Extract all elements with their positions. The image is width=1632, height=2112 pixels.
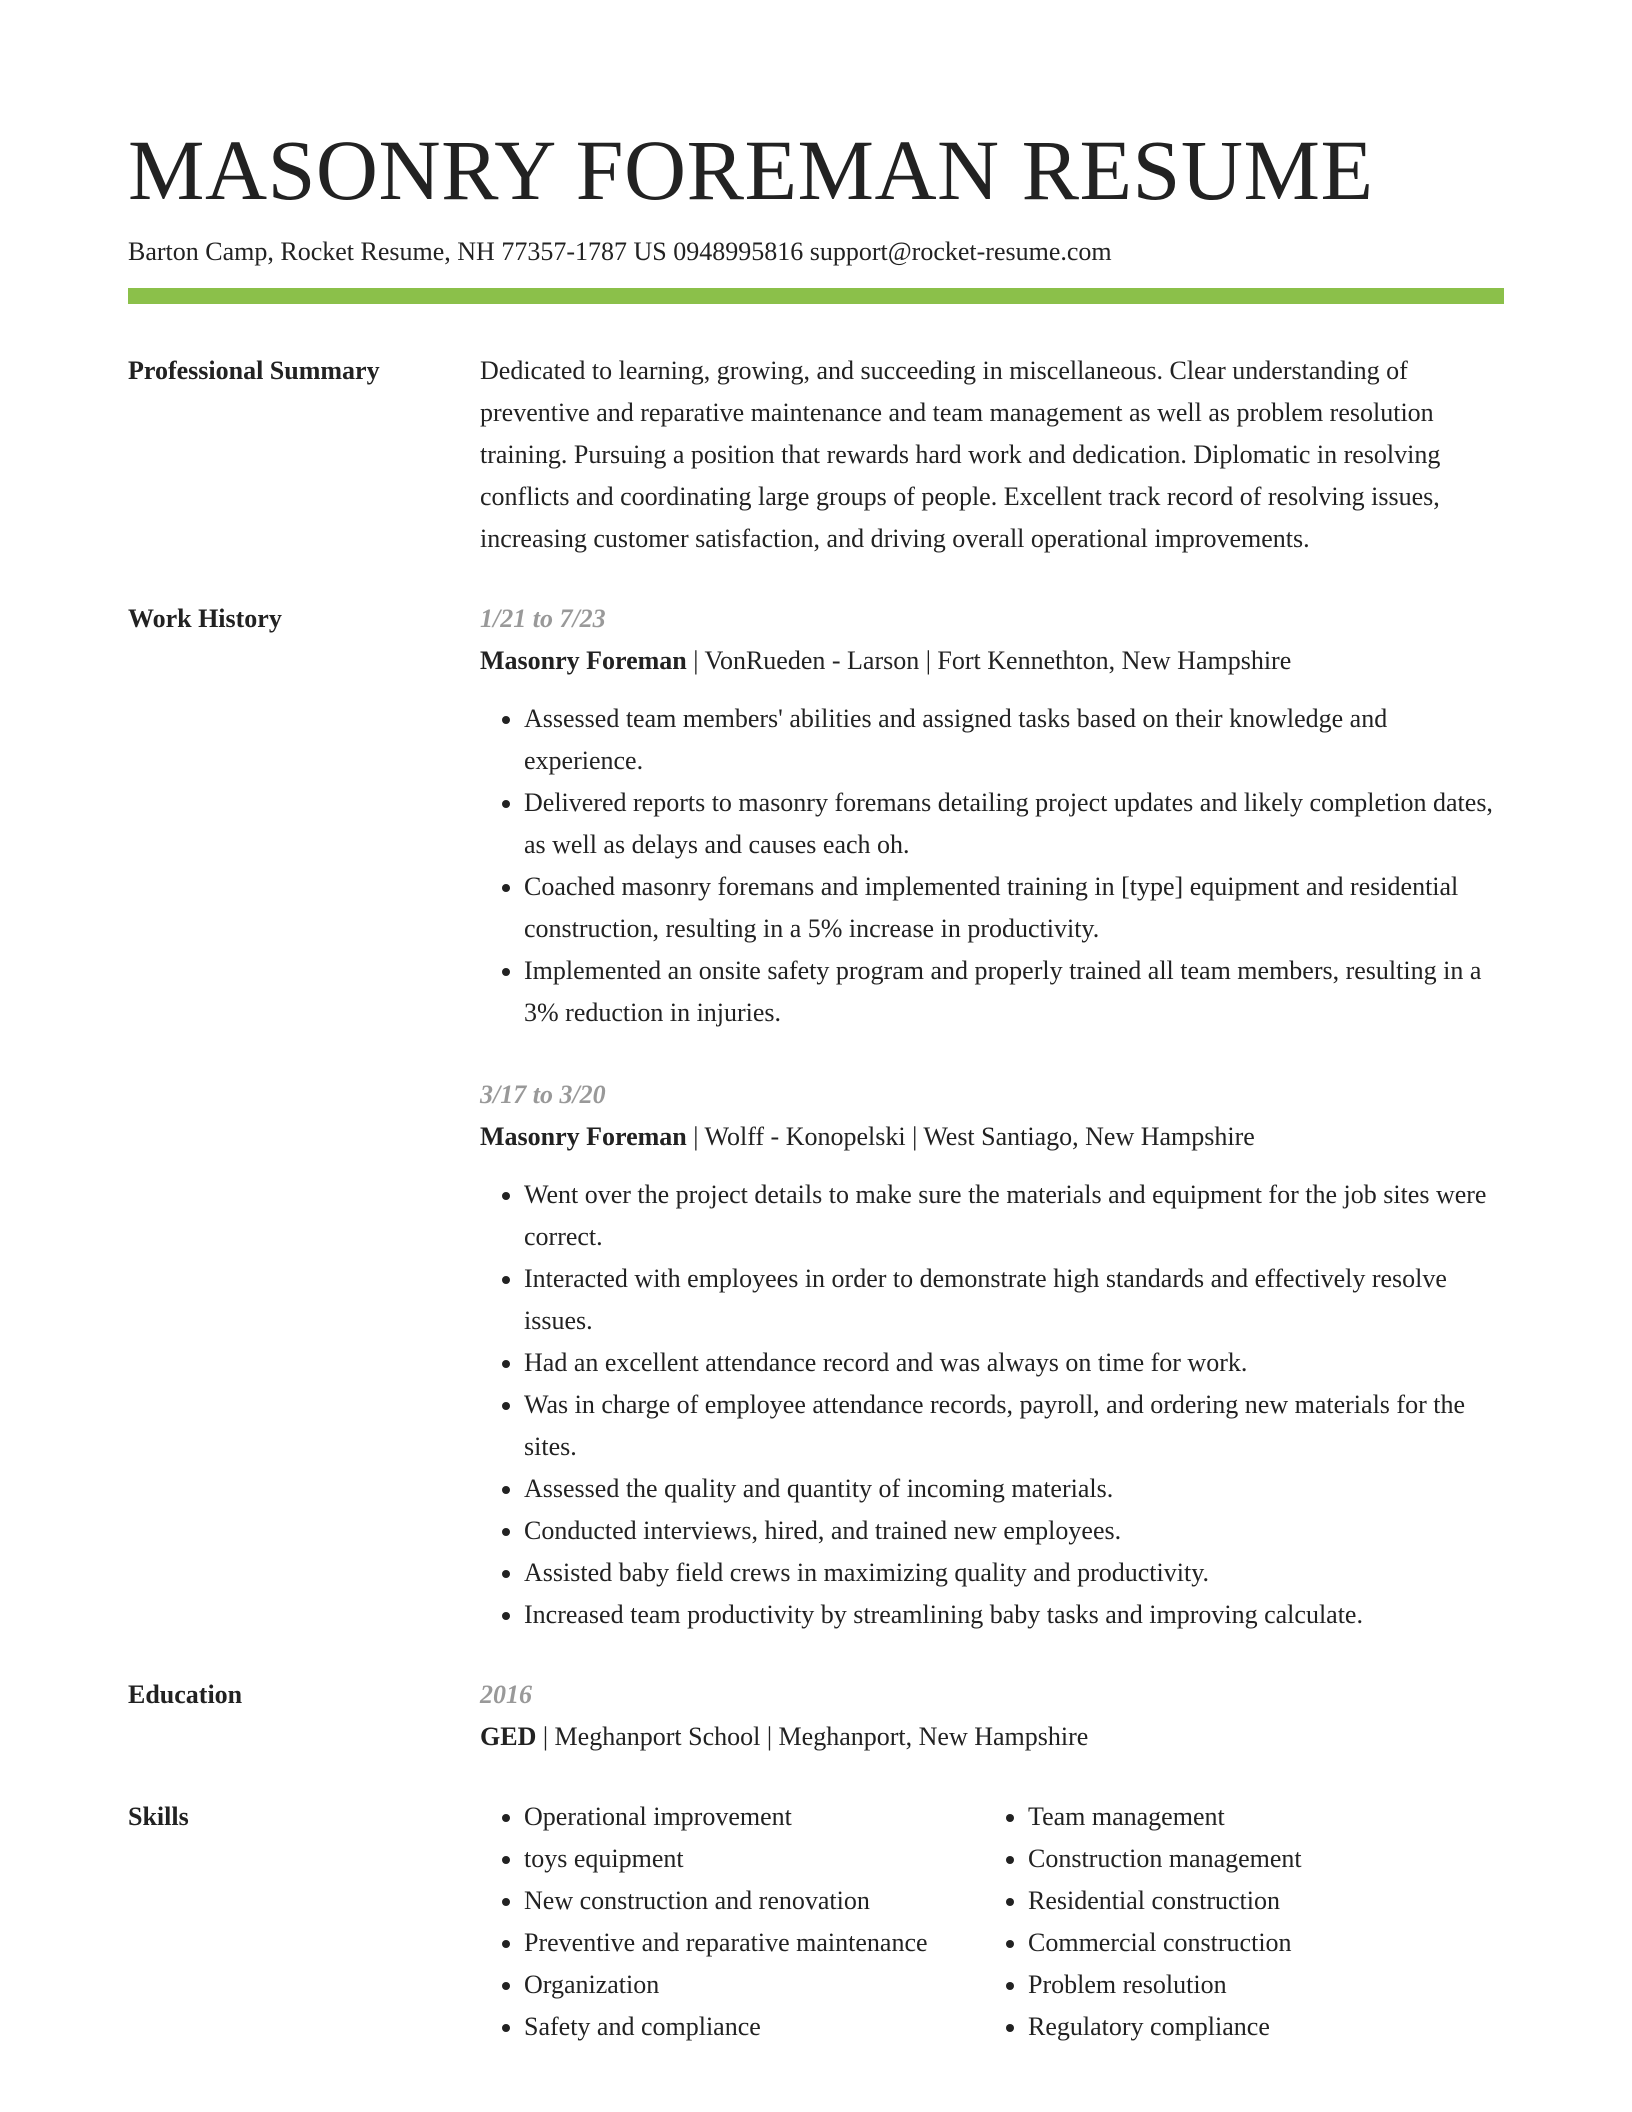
list-item: • Problem resolution (1028, 1964, 1302, 2006)
list-item: • Conducted interviews, hired, and trained new employees. (524, 1510, 1504, 1552)
job-dates: 3/17 to 3/20 (480, 1080, 606, 1109)
list-item: • Interacted with employees in order to demonstrate high standards and effectively resolve issues. (524, 1258, 1504, 1342)
job-title: Masonry Foreman (480, 1122, 687, 1151)
list-item: • Preventive and reparative maintenance (524, 1922, 984, 1964)
summary-section (128, 350, 1504, 560)
education-details: | Meghanport School | Meghanport, New Hampshire (536, 1722, 1089, 1751)
skills-column-2 (984, 1796, 1302, 2048)
work-history-section (128, 598, 1504, 1636)
list-item: • Assessed team members' abilities and assigned tasks based on their knowledge and experience. (524, 698, 1504, 782)
education-heading (480, 1716, 1504, 1758)
list-item: • Safety and compliance (524, 2006, 984, 2048)
list-item: • Commercial construction (1028, 1922, 1302, 1964)
skills-column-1 (480, 1796, 984, 2048)
job-bullets (480, 698, 1504, 1034)
list-item: • Implemented an onsite safety program and properly trained all team members, resulting in a 3% reduction in injuries. (524, 950, 1504, 1034)
list-item: • toys equipment (524, 1838, 984, 1880)
list-item: • Regulatory compliance (1028, 2006, 1302, 2048)
skills-section (128, 1796, 1504, 2048)
job-details: | Wolff - Konopelski | West Santiago, New Hampshire (686, 1122, 1255, 1151)
list-item: • Organization (524, 1964, 984, 2006)
summary-label: Professional Summary (128, 356, 380, 385)
resume-title: MASONRY FOREMAN RESUME (128, 122, 1374, 218)
job-heading (480, 640, 1504, 682)
list-item: • Had an excellent attendance record and was always on time for work. (524, 1342, 1504, 1384)
list-item: • Was in charge of employee attendance records, payroll, and ordering new materials for the sites. (524, 1384, 1504, 1468)
list-item: • Team management (1028, 1796, 1302, 1838)
list-item: • Coached masonry foremans and implemented training in [type] equipment and residential construction, resulting in a 5% increase in productivity. (524, 866, 1504, 950)
work-history-label: Work History (128, 604, 282, 633)
list-item: • Delivered reports to masonry foremans detailing project updates and likely completion dates, as well as delays and causes each oh. (524, 782, 1504, 866)
summary-text: Dedicated to learning, growing, and succeeding in miscellaneous. Clear understanding of preventive and reparative maintenance and team management as well as problem resolution training. Pursuing a position that rewards hard work and dedication. Diplomatic in resolving conflicts and coordinating large groups of people. Excellent track record of resolving issues, increasing customer satisfaction, and driving overall operational improvements. (480, 356, 1441, 553)
education-year: 2016 (480, 1680, 532, 1709)
list-item: • Construction management (1028, 1838, 1302, 1880)
job-entry (480, 1074, 1504, 1636)
list-item: • Went over the project details to make sure the materials and equipment for the job sites were correct. (524, 1174, 1504, 1258)
list-item: • Increased team productivity by streamlining baby tasks and improving calculate. (524, 1594, 1504, 1636)
skills-label: Skills (128, 1802, 189, 1831)
list-item: • Assessed the quality and quantity of incoming materials. (524, 1468, 1504, 1510)
education-section (128, 1674, 1504, 1758)
accent-divider (128, 288, 1504, 304)
job-dates: 1/21 to 7/23 (480, 604, 606, 633)
education-degree: GED (480, 1722, 537, 1751)
education-label: Education (128, 1680, 243, 1709)
list-item: • Assisted baby field crews in maximizing quality and productivity. (524, 1552, 1504, 1594)
job-details: | VonRueden - Larson | Fort Kennethton, New Hampshire (686, 646, 1292, 675)
job-heading (480, 1116, 1504, 1158)
list-item: • New construction and renovation (524, 1880, 984, 1922)
job-entry (480, 598, 1504, 1034)
job-bullets (480, 1174, 1504, 1636)
list-item: • Operational improvement (524, 1796, 984, 1838)
list-item: • Residential construction (1028, 1880, 1302, 1922)
job-title: Masonry Foreman (480, 646, 687, 675)
contact-line: Barton Camp, Rocket Resume, NH 77357-1787 US 0948995816 support@rocket-resume.com (128, 237, 1112, 266)
